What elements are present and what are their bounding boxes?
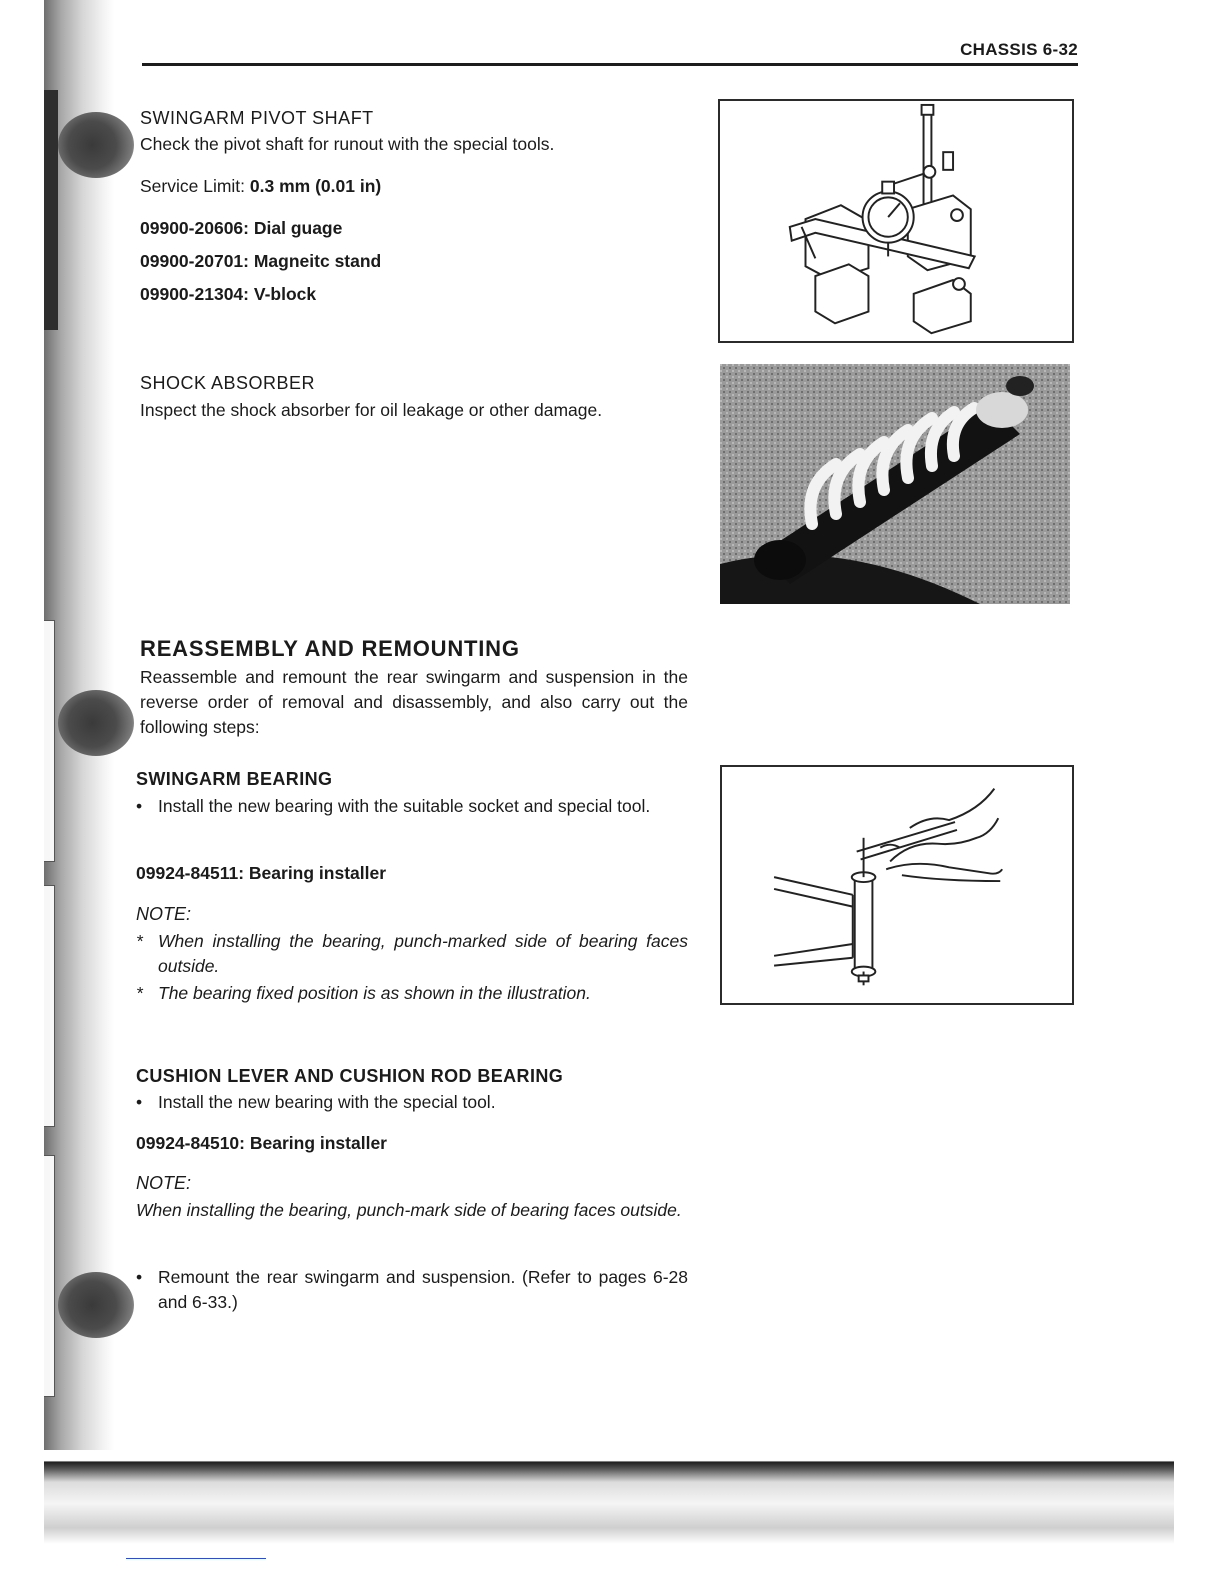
note-label: NOTE:: [136, 1173, 192, 1193]
swingarm-bearing-step: [136, 794, 688, 819]
page-margin: [0, 0, 44, 1584]
edge-tab-mark: [44, 620, 55, 862]
edge-tab-mark: [44, 1155, 55, 1397]
cushion-step: [136, 1090, 688, 1115]
dial-gauge-drawing: [720, 101, 1072, 341]
tool-code: 09900-20701:: [140, 251, 249, 271]
dial-gauge-illustration: [718, 99, 1074, 343]
note-text: The bearing fixed position is as shown in the illustration.: [158, 983, 591, 1003]
shock-absorber-text: Inspect the shock absorber for oil leakage or other damage.: [140, 400, 603, 420]
bullet-dot: •: [136, 796, 143, 816]
header-rule: [142, 63, 1078, 66]
page-header: [960, 40, 1078, 60]
tool-name: Dial guage: [253, 218, 343, 238]
tool-code: 09924-84510:: [136, 1133, 245, 1153]
tool-line: [140, 282, 688, 307]
reassembly-intro: Reassemble and remount the rear swingarm and suspension in the reverse order of removal and disassembly, and also carry out the following steps:: [140, 667, 688, 737]
remount-step: [136, 1265, 688, 1315]
bullet-dot: •: [136, 1092, 143, 1112]
page-number: 6-32: [1042, 40, 1078, 59]
tool-name: Bearing installer: [248, 863, 387, 883]
note-item: [136, 981, 688, 1006]
tool-line: [140, 249, 688, 274]
service-limit-value: 0.3 mm (0.01 in): [249, 176, 382, 196]
bullet-dot: •: [136, 1267, 143, 1287]
service-limit-label: Service Limit:: [140, 176, 246, 196]
bullet-text: Install the new bearing with the special tool.: [158, 1092, 496, 1112]
binding-dark-band: [44, 90, 58, 330]
binder-hole: [58, 690, 134, 756]
scan-underline: [126, 1558, 266, 1559]
tool-code: 09900-21304:: [140, 284, 249, 304]
note-star: *: [136, 983, 143, 1003]
bearing-installer-drawing: [722, 767, 1072, 1003]
swingarm-pivot-intro: Check the pivot shaft for runout with the special tools.: [140, 134, 555, 154]
section-name: CHASSIS: [960, 40, 1038, 59]
tool-name: Bearing installer: [249, 1133, 387, 1153]
bullet-text: Remount the rear swingarm and suspension. (Refer to pages 6-28 and 6-33.): [158, 1267, 688, 1312]
tool-code: 09924-84511:: [136, 863, 245, 883]
bullet-text: Install the new bearing with the suitable socket and special tool.: [158, 796, 651, 816]
binder-hole: [58, 1272, 134, 1338]
note-star: *: [136, 931, 143, 951]
shock-absorber-drawing: [720, 364, 1070, 604]
edge-tab-mark: [44, 885, 55, 1127]
tool-line: [140, 216, 688, 241]
shock-absorber-photo: [720, 364, 1070, 604]
tool-code: 09900-20606:: [140, 218, 249, 238]
cushion-heading: CUSHION LEVER AND CUSHION ROD BEARING: [136, 1066, 564, 1086]
cushion-bearing-installer-tool: [136, 1131, 684, 1156]
scan-bottom-edge: [44, 1450, 1174, 1584]
service-limit: [140, 174, 688, 199]
note-label: NOTE:: [136, 904, 192, 924]
binder-hole: [58, 112, 134, 178]
reassembly-heading: REASSEMBLY AND REMOUNTING: [140, 636, 520, 661]
shock-absorber-heading: SHOCK ABSORBER: [140, 373, 316, 393]
swingarm-pivot-heading: SWINGARM PIVOT SHAFT: [140, 108, 374, 128]
note-text: When installing the bearing, punch-marked side of bearing faces outside.: [158, 931, 688, 976]
bearing-installer-illustration: [720, 765, 1074, 1005]
note-item: [136, 929, 688, 979]
swingarm-bearing-heading: SWINGARM BEARING: [136, 769, 333, 789]
bearing-installer-tool: [136, 861, 684, 886]
tool-name: Magneitc stand: [253, 251, 382, 271]
note-text: When installing the bearing, punch-mark side of bearing faces outside.: [136, 1200, 682, 1220]
tool-name: V-block: [253, 284, 317, 304]
